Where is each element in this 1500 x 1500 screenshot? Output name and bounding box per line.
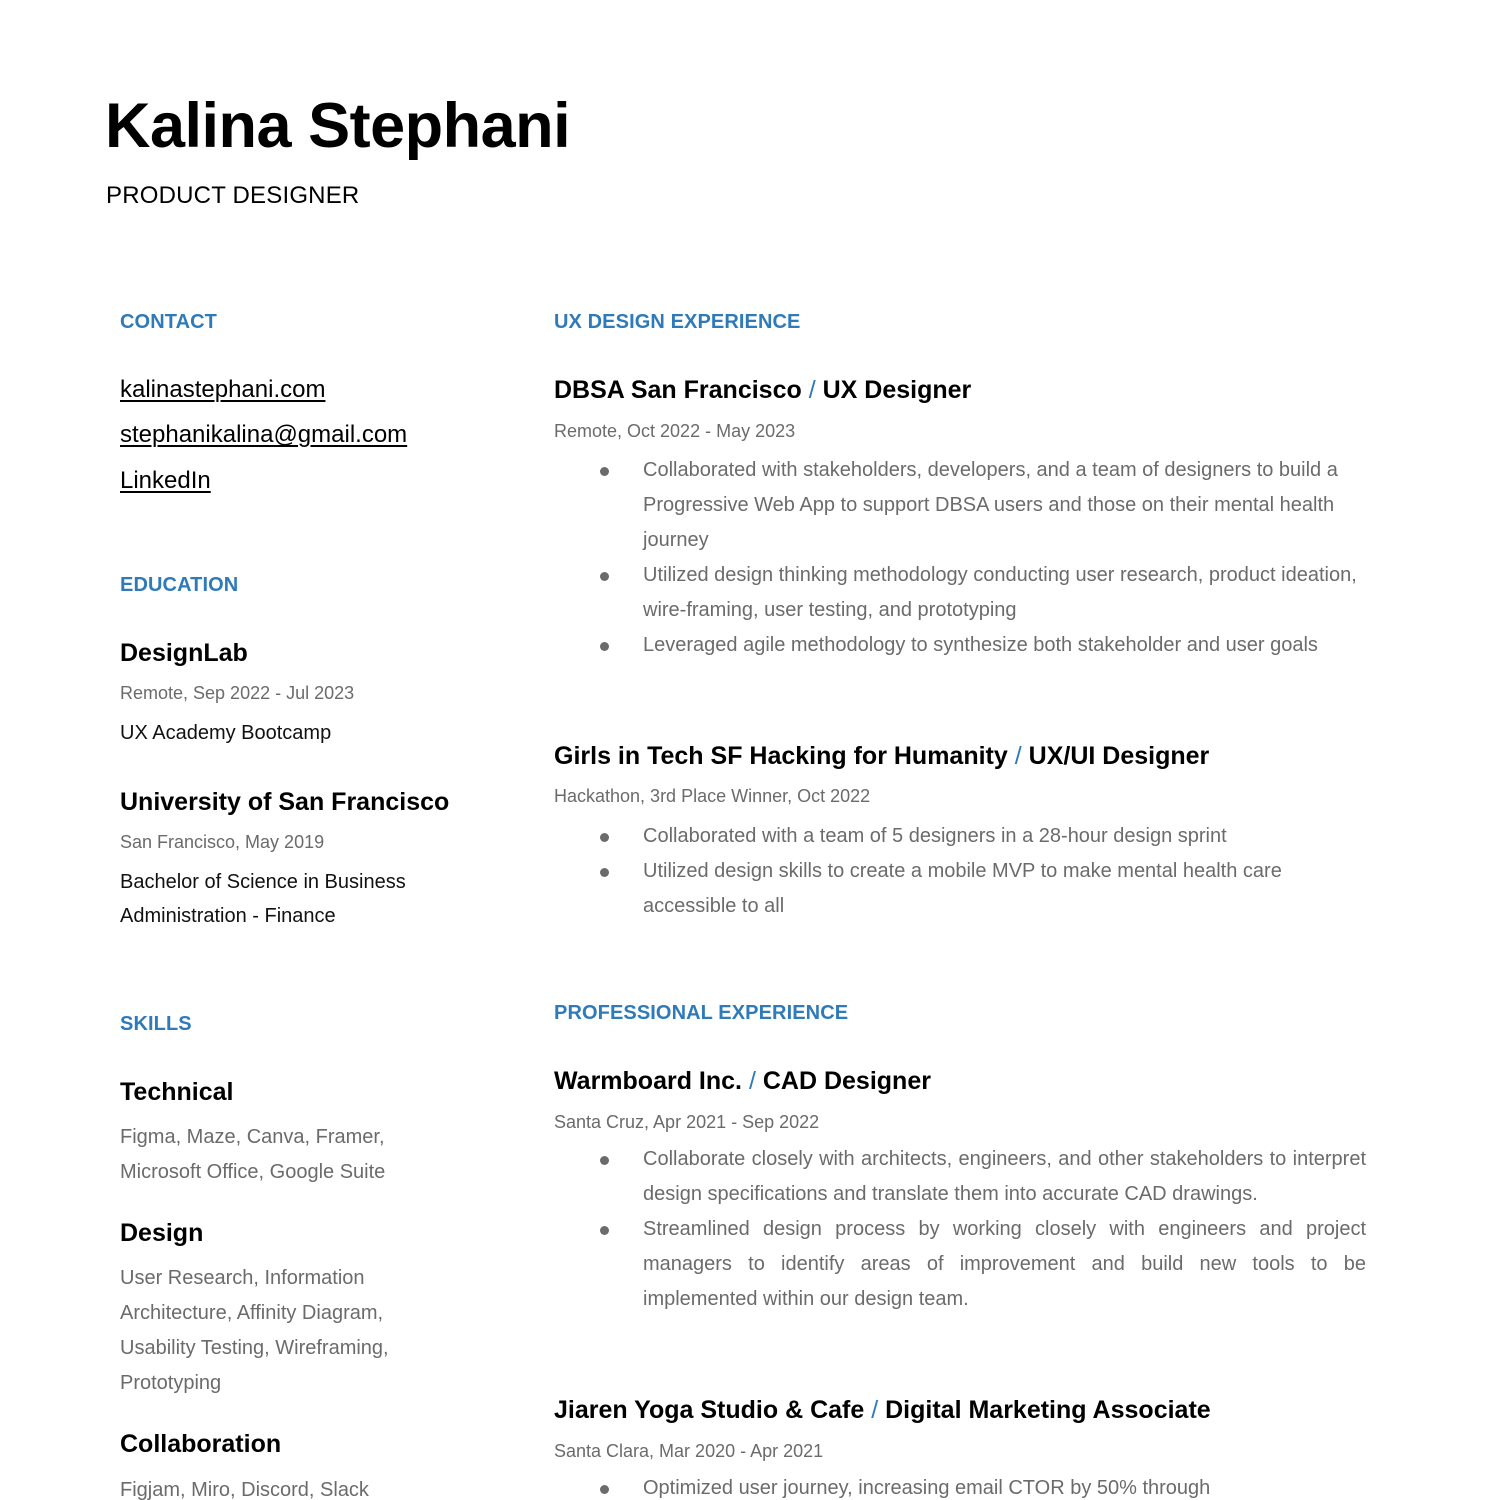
skill-group-text: Figjam, Miro, Discord, Slack (120, 1479, 369, 1500)
job-meta: Remote, Oct 2022 - May 2023 (554, 421, 796, 441)
title-separator: / (748, 1067, 756, 1095)
bullet-icon (600, 868, 609, 877)
bullet-item (554, 819, 1366, 854)
title-separator: / (1014, 742, 1022, 770)
job-meta: Santa Clara, Mar 2020 - Apr 2021 (554, 1441, 824, 1461)
job-title (554, 1396, 1211, 1425)
school-program: Bachelor of Science in Business Administration - Finance (120, 871, 406, 927)
school-name: DesignLab (120, 639, 248, 667)
role-name: CAD Designer (762, 1067, 931, 1095)
job-title (554, 376, 971, 405)
resume-title: PRODUCT DESIGNER (106, 182, 360, 209)
company-name: Warmboard Inc. (554, 1067, 742, 1095)
bullet-text: Leveraged agile methodology to synthesize both stakeholder and user goals (643, 634, 1318, 656)
job-bullets (554, 819, 1366, 924)
bullet-item (554, 628, 1366, 663)
ux-experience-heading: UX DESIGN EXPERIENCE (554, 311, 801, 333)
education-heading: EDUCATION (120, 574, 239, 596)
bullet-text: Collaborated with a team of 5 designers in a 28-hour design sprint (643, 825, 1227, 847)
job-bullets (554, 1142, 1366, 1317)
school-name: University of San Francisco (120, 788, 450, 816)
contact-heading: CONTACT (120, 311, 217, 333)
bullet-icon (600, 467, 609, 476)
title-separator: / (808, 376, 816, 404)
bullet-icon (600, 833, 609, 842)
bullet-text: Collaborate closely with architects, engineers, and other stakeholders to interpret design specifications and translate them into accurate CAD drawings. (643, 1148, 1366, 1205)
bullet-text: Streamlined design process by working closely with engineers and project managers to identify areas of improvement and build new tools to be implemented within our design team. (643, 1218, 1366, 1310)
company-name: DBSA San Francisco (554, 376, 802, 404)
school-meta: Remote, Sep 2022 - Jul 2023 (120, 683, 355, 703)
email-link[interactable]: stephanikalina@gmail.com (120, 421, 408, 448)
role-name: Digital Marketing Associate (885, 1396, 1211, 1424)
role-name: UX Designer (822, 376, 972, 404)
bullet-item (554, 1142, 1366, 1212)
professional-experience-heading: PROFESSIONAL EXPERIENCE (554, 1002, 849, 1024)
bullet-icon (600, 642, 609, 651)
bullet-item (554, 1471, 1366, 1500)
bullet-text: Utilized design thinking methodology conducting user research, product ideation, wire-framing, user testing, and prototyping (643, 564, 1357, 621)
job-bullets (554, 1471, 1366, 1500)
job-meta: Hackathon, 3rd Place Winner, Oct 2022 (554, 786, 871, 806)
school-program: UX Academy Bootcamp (120, 722, 332, 744)
company-name: Girls in Tech SF Hacking for Humanity (554, 742, 1008, 770)
bullet-icon (600, 1485, 609, 1494)
linkedin-link[interactable]: LinkedIn (120, 467, 211, 494)
job-bullets (554, 453, 1366, 663)
resume-name: Kalina Stephani (105, 91, 571, 161)
skill-group-text: User Research, Information Architecture, Affinity Diagram, Usability Testing, Wireframing, Prototyping (120, 1267, 389, 1394)
bullet-text: Utilized design skills to create a mobile MVP to make mental health care accessible to all (643, 860, 1282, 917)
company-name: Jiaren Yoga Studio & Cafe (554, 1396, 865, 1424)
website-link[interactable]: kalinastephani.com (120, 376, 326, 403)
job-title (554, 1067, 931, 1096)
bullet-item (554, 558, 1366, 628)
bullet-icon (600, 572, 609, 581)
bullet-icon (600, 1156, 609, 1165)
school-meta: San Francisco, May 2019 (120, 832, 325, 852)
bullet-icon (600, 1226, 609, 1235)
skill-group-title: Technical (120, 1078, 234, 1106)
job-meta: Santa Cruz, Apr 2021 - Sep 2022 (554, 1112, 820, 1132)
role-name: UX/UI Designer (1028, 742, 1210, 770)
skill-group-text: Figma, Maze, Canva, Framer, Microsoft Office, Google Suite (120, 1126, 386, 1183)
bullet-item (554, 854, 1366, 924)
bullet-text: Optimized user journey, increasing email CTOR by 50% through (643, 1477, 1211, 1499)
job-title (554, 742, 1209, 771)
bullet-text: Collaborated with stakeholders, developers, and a team of designers to build a Progressive Web App to support DBSA users and those on their mental health journey (643, 459, 1338, 551)
skill-group-title: Collaboration (120, 1430, 282, 1458)
skill-group-title: Design (120, 1219, 204, 1247)
bullet-item (554, 1212, 1366, 1317)
skills-heading: SKILLS (120, 1013, 192, 1035)
bullet-item (554, 453, 1366, 558)
title-separator: / (871, 1396, 879, 1424)
